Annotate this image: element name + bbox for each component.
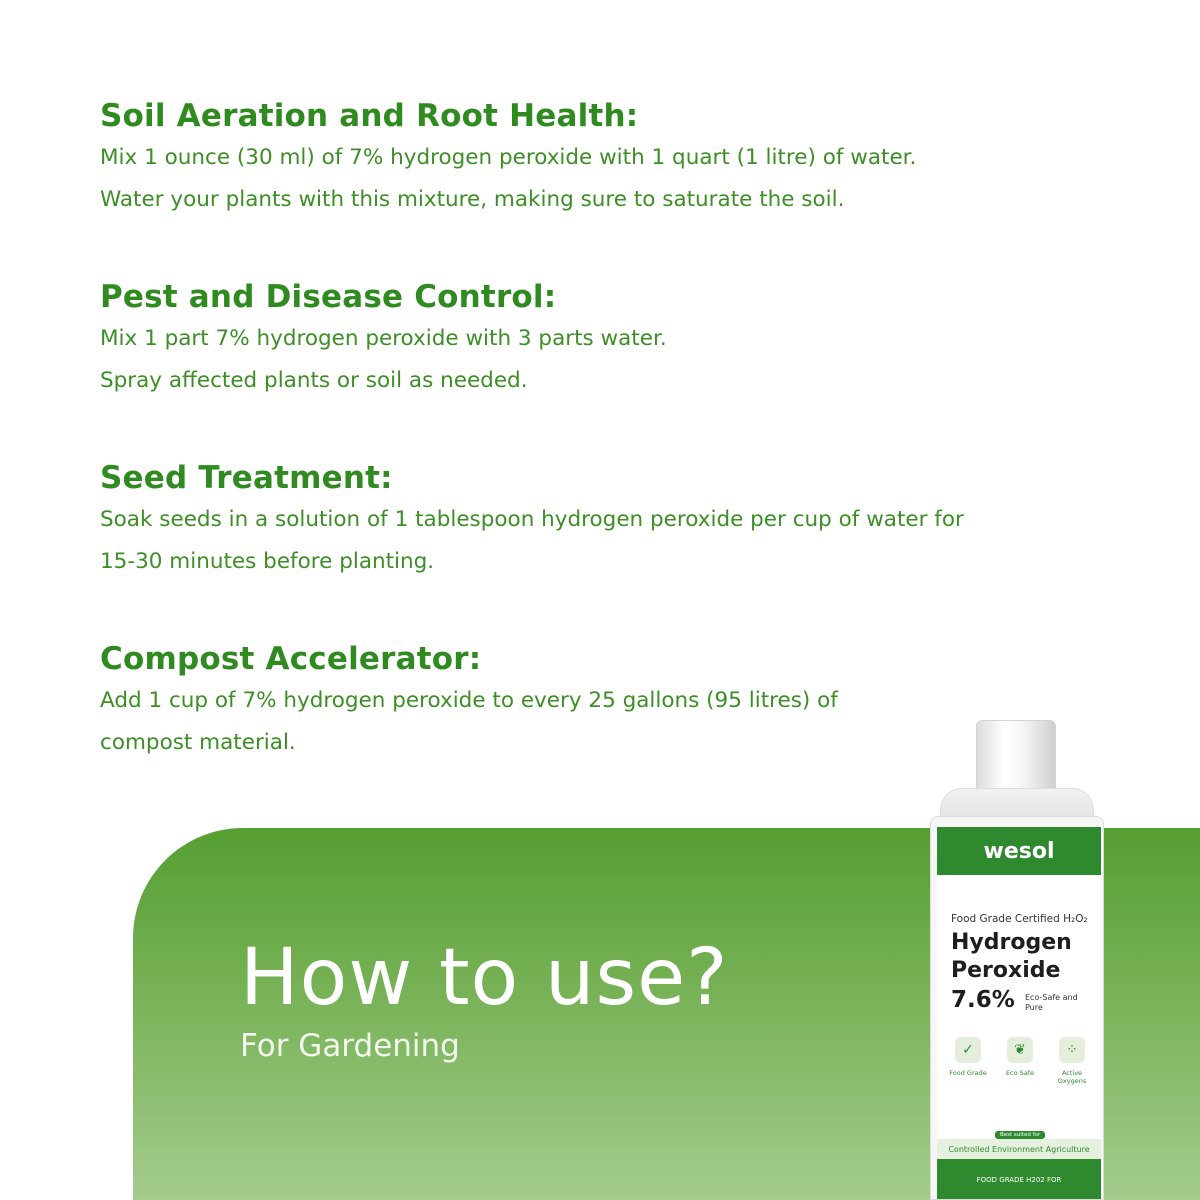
product-label bbox=[937, 827, 1101, 1200]
leaf-check-icon: ✓ bbox=[955, 1037, 981, 1063]
section-line: Add 1 cup of 7% hydrogen peroxide to every 25 gallons (95 litres) of bbox=[100, 688, 838, 713]
section-line: Water your plants with this mixture, making sure to saturate the soil. bbox=[100, 187, 845, 212]
brand-logo: wesol bbox=[983, 838, 1055, 864]
badge-food-grade bbox=[945, 1037, 991, 1085]
section-title: Compost Accelerator: bbox=[100, 641, 482, 677]
section-soil-aeration bbox=[100, 95, 1120, 221]
badge-eco-safe bbox=[997, 1037, 1043, 1085]
label-footer: FOOD GRADE H202 FOR bbox=[937, 1159, 1101, 1200]
bottle-body bbox=[930, 816, 1104, 1200]
instructions bbox=[100, 95, 1120, 819]
section-line: 15-30 minutes before planting. bbox=[100, 549, 435, 574]
suited-pill: Best suited for bbox=[995, 1131, 1045, 1139]
section-line: Mix 1 ounce (30 ml) of 7% hydrogen peroxide with 1 quart (1 litre) of water. bbox=[100, 145, 917, 170]
product-tagline: Food Grade Certified H₂O₂ bbox=[951, 913, 1088, 925]
badge-label: Food Grade bbox=[949, 1069, 987, 1077]
section-title: Pest and Disease Control: bbox=[100, 279, 557, 315]
eco-leaf-icon: ❦ bbox=[1007, 1037, 1033, 1063]
badge-label: Eco Safe bbox=[1005, 1069, 1035, 1077]
suited-for: Controlled Environment Agriculture bbox=[937, 1139, 1101, 1159]
section-line: Mix 1 part 7% hydrogen peroxide with 3 parts water. bbox=[100, 326, 667, 351]
bubbles-icon: ⁘ bbox=[1059, 1037, 1085, 1063]
product-eco: Eco-Safe and Pure bbox=[1025, 993, 1078, 1012]
section-line: compost material. bbox=[100, 730, 296, 755]
product-bottle bbox=[928, 720, 1106, 1200]
section-title: Soil Aeration and Root Health: bbox=[100, 98, 639, 134]
badge-row bbox=[945, 1037, 1095, 1085]
brand-band bbox=[937, 827, 1101, 875]
section-seed-treatment bbox=[100, 457, 1120, 583]
badge-label: Active Oxygens bbox=[1057, 1069, 1087, 1085]
badge-active-oxygens bbox=[1049, 1037, 1095, 1085]
product-percent: 7.6% bbox=[951, 987, 1015, 1013]
section-title: Seed Treatment: bbox=[100, 460, 393, 496]
section-line: Soak seeds in a solution of 1 tablespoon hydrogen peroxide per cup of water for bbox=[100, 507, 964, 532]
bottle-cap bbox=[976, 720, 1056, 790]
hero-subtitle: For Gardening bbox=[240, 1028, 460, 1064]
section-line: Spray affected plants or soil as needed. bbox=[100, 368, 528, 393]
hero-title: How to use? bbox=[240, 933, 729, 1023]
product-name: Hydrogen Peroxide bbox=[951, 930, 1072, 983]
section-pest-control bbox=[100, 276, 1120, 402]
